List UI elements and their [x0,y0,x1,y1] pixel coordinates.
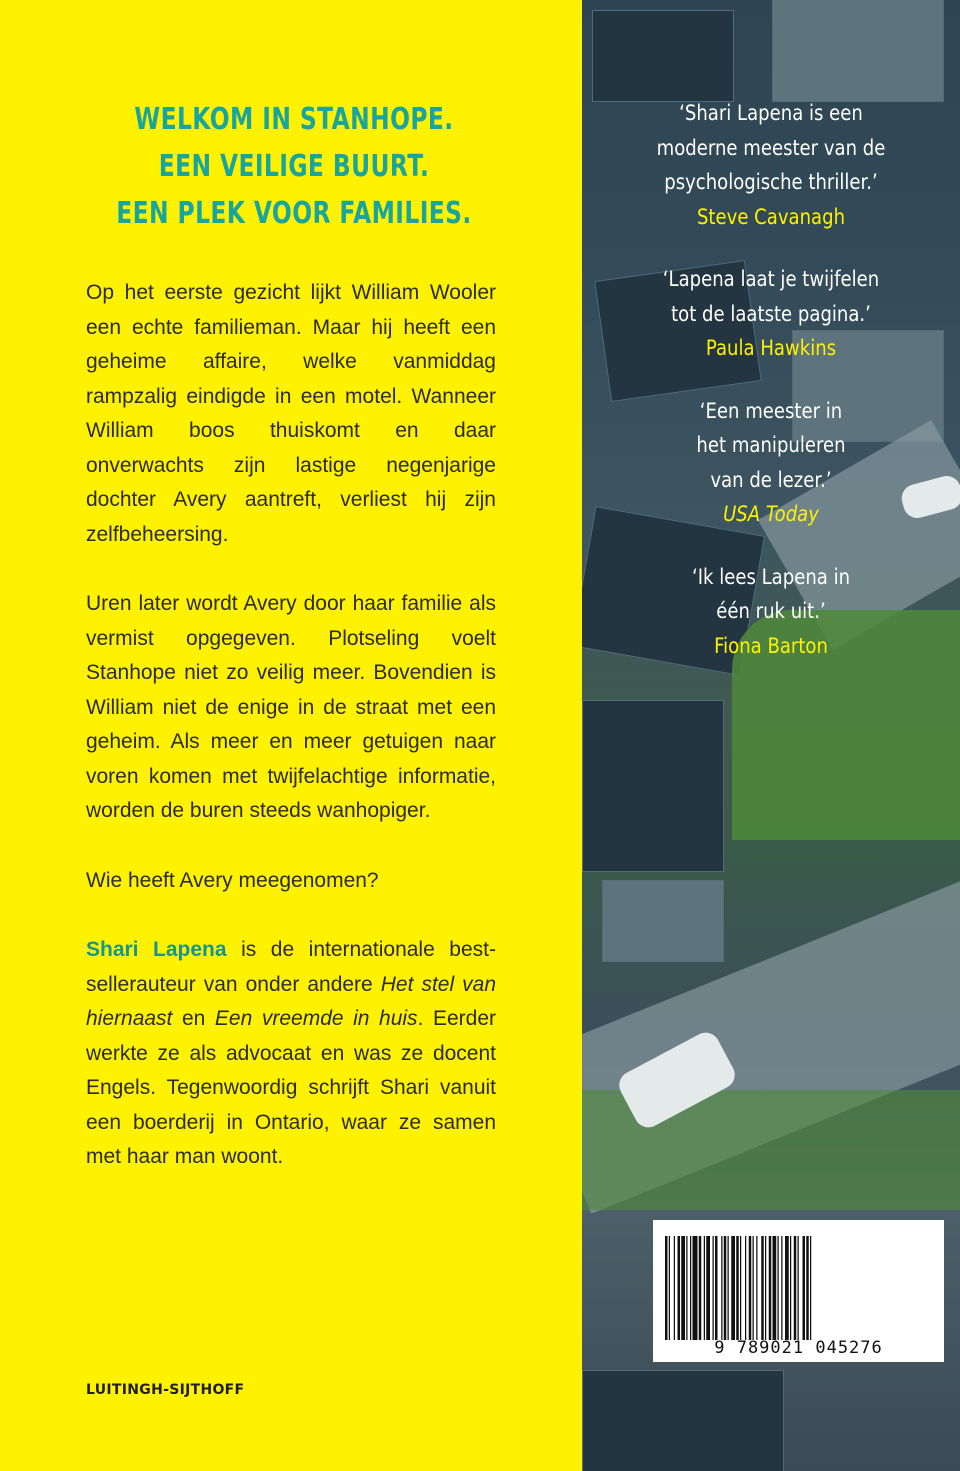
barcode-bar [753,1236,754,1340]
barcode-bar [713,1236,714,1340]
barcode-bar [773,1236,777,1340]
barcode-bar [798,1236,799,1340]
barcode-bar [806,1236,809,1340]
headline-line-2: EEN VEILIGE BUURT. [158,149,430,184]
headline-line-1: WELKOM IN STANHOPE. [134,102,454,137]
quote-source: Steve Cavanagh [696,204,846,229]
quote-text: ‘Een meester in het manipuleren van de lezer.’ [696,398,846,492]
quote-source: USA Today [723,502,819,526]
author-name: Shari Lapena [86,938,227,961]
book-title-2: Een vreemde in huis [214,1007,418,1030]
barcode-bar [765,1236,766,1340]
barcode-bar [686,1236,687,1340]
barcode-bar [803,1236,806,1340]
review-quote-1 [608,96,933,234]
blurb-paragraph-2: Uren later wordt Avery door haar familie als vermist opgegeven. Plotseling voelt Stanhope niet zo veilig meer. Bovendien is William niet de enige in de straat met een geheim. Als meer en meer getuigen naar voren komen met twijfelachtige informatie, worden de buren steeds wanhopiger. [86,592,496,822]
barcode-bar [731,1236,735,1340]
house-roof [582,700,724,872]
barcode-bar [778,1236,779,1340]
barcode-bar [704,1236,705,1340]
house-roof [592,10,734,102]
barcode-bar [781,1236,782,1340]
barcode-bar [674,1236,675,1340]
barcode-bar [678,1236,681,1340]
barcode-bar [669,1236,670,1340]
publisher-logo: LUITINGH-SIJTHOFF [86,1382,245,1398]
review-quotes [608,96,933,691]
barcode-bar [810,1236,811,1340]
bio-text-a: is de internationale bestsellerauteur van onder andere [86,938,496,996]
barcode [653,1220,944,1362]
barcode-bar [724,1236,727,1340]
barcode-bar [740,1236,741,1340]
review-quote-2 [608,262,933,366]
bio-text-b: en [172,1007,215,1030]
shed-roof [602,880,724,962]
barcode-bar [785,1236,789,1340]
barcode-bar [736,1236,739,1340]
barcode-bar [756,1236,757,1340]
barcode-bar [769,1236,772,1340]
book-title-1: Het stel van hiernaast [86,972,496,1030]
house-roof [582,1370,784,1471]
author-bio [86,933,496,1175]
blurb [86,276,496,1175]
barcode-bar [749,1236,752,1340]
barcode-bar [690,1236,691,1340]
barcode-bar [681,1236,685,1340]
blurb-paragraph-1: Op het eerste gezicht lijkt William Wooler een echte familieman. Maar hij heeft een geheime affaire, welke vanmiddag rampzalig eindigde in een motel. Wanneer William boos thuiskomt en daar onverwachts zijn lastige negenjarige dochter Avery aantreft, verliest hij zijn zelfbeheersing. [86,281,496,546]
barcode-bar [790,1236,791,1340]
quote-source: Fiona Barton [714,633,828,658]
quote-text: ‘Lapena laat je twijfelen tot de laatste pagina.’ [662,267,880,326]
barcode-bar [699,1236,702,1340]
review-quote-3 [608,394,933,532]
barcode-bar [706,1236,710,1340]
barcode-bar [761,1236,764,1340]
barcode-bar [693,1236,698,1340]
aerial-photo-panel [582,0,960,1471]
quote-source: Paula Hawkins [705,336,837,360]
barcode-bar [728,1236,729,1340]
bio-text-c: . Eerder werkte ze als advocaat en was ze docent Engels. Tegenwoordig schrijft Shari vanuit een boerderij in Ontario, waar ze samen met haar man woont. [86,1007,496,1168]
review-quote-4 [608,560,933,664]
barcode-bar [721,1236,722,1340]
barcode-bars [663,1236,934,1340]
headline-line-3: EEN PLEK VOOR FAMILIES. [116,196,472,231]
barcode-bar [665,1236,668,1340]
barcode-bar [745,1236,746,1340]
quote-text: ‘Shari Lapena is een moderne meester van de psychologische thriller.’ [656,101,886,194]
blurb-question: Wie heeft Avery meegenomen? [86,868,379,892]
barcode-bar [794,1236,797,1340]
barcode-digits: 9 789021 045276 [714,1338,883,1358]
quote-text: ‘Ik lees Lapena in één ruk uit.’ [691,564,851,623]
headline [111,96,476,237]
barcode-bar [715,1236,718,1340]
house-roof [772,0,944,102]
